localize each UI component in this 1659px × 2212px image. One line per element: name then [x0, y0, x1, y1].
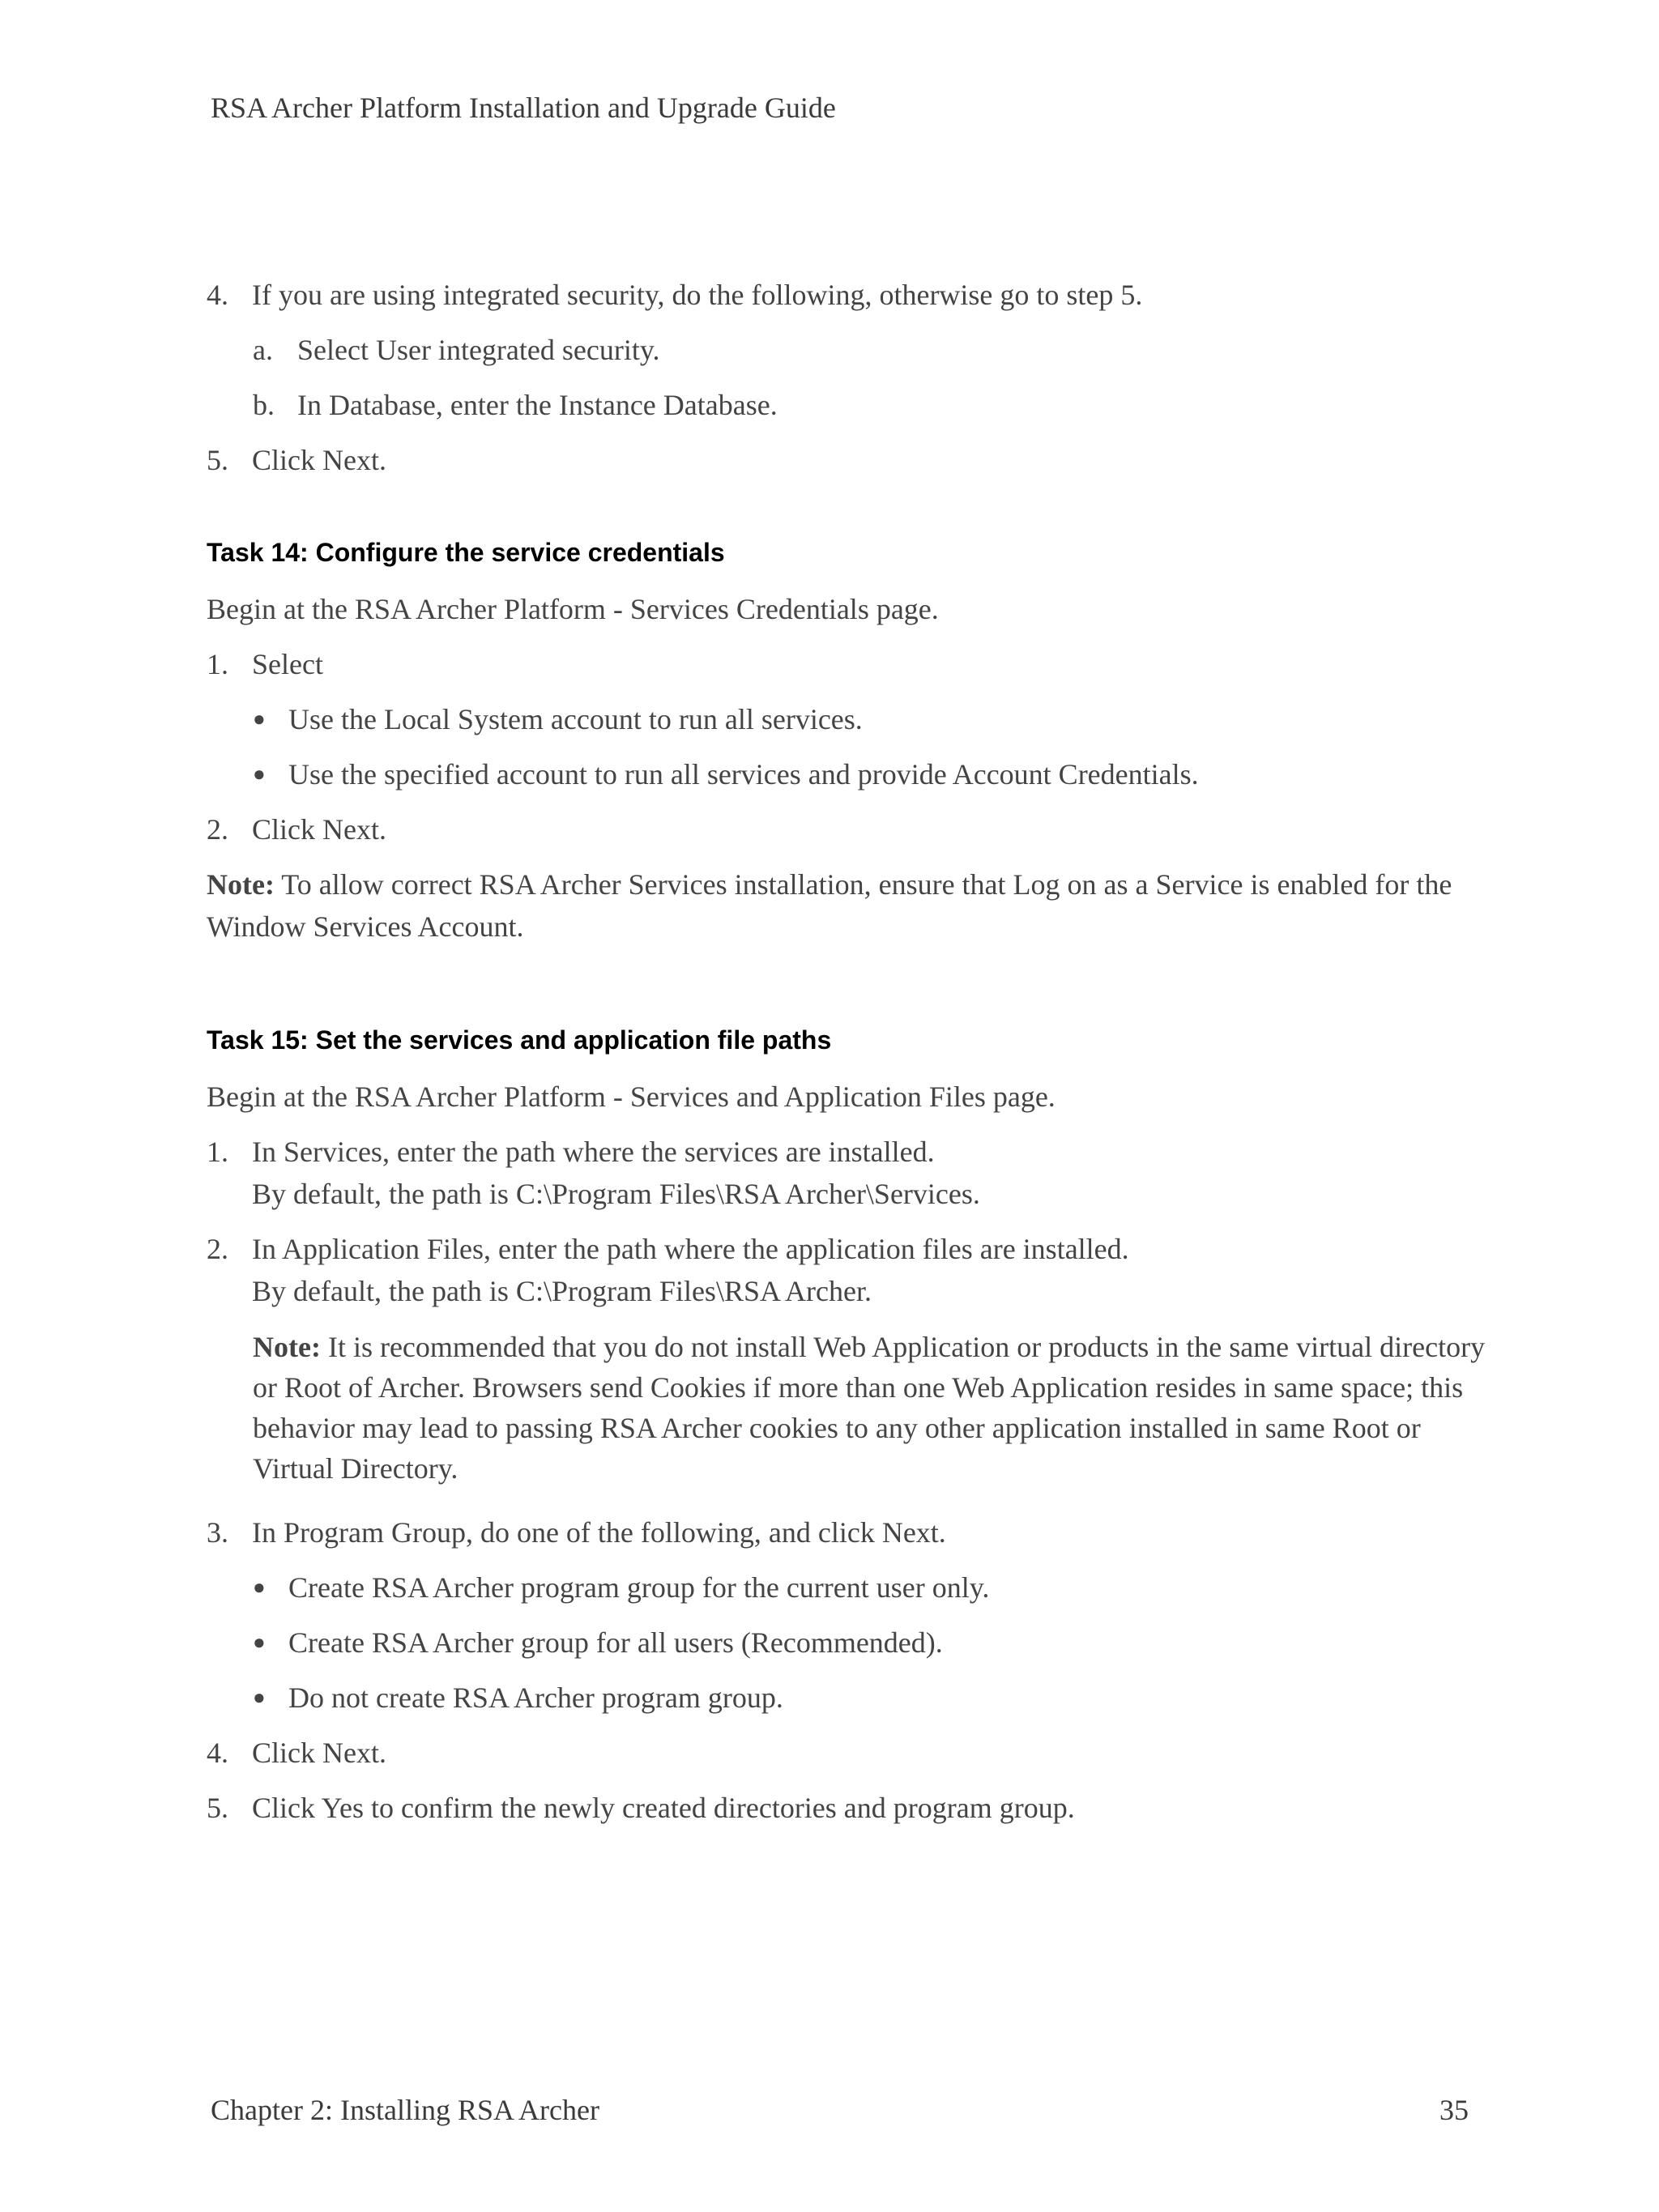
- note-text: It is recommended that you do not install Web Application or products in the same virtual directory or Root of Archer. Browsers send Cookies if more than one Web Application resides in same space; this behavior may lead to passing RSA Archer cookies to any other application installed in same Root or Virtual Directory.: [253, 1331, 1486, 1485]
- bullet-text: Use the specified account to run all services and provide Account Credentials.: [288, 758, 1199, 791]
- step-number: 3.: [207, 1516, 228, 1549]
- step-number: 5.: [207, 444, 228, 476]
- substep-text: Select User integrated security.: [297, 334, 660, 366]
- step-detail: By default, the path is C:\Program Files\RSA Archer\Services.: [252, 1178, 980, 1210]
- task-14-step-1: [207, 643, 1503, 685]
- substep-letter: b.: [253, 389, 275, 421]
- note-label: Note:: [253, 1331, 321, 1363]
- running-footer: [211, 2093, 1469, 2127]
- task-14-bullet: [253, 698, 1503, 740]
- bullet-text: Use the Local System account to run all services.: [288, 703, 863, 735]
- task-15-bullet: [253, 1677, 1503, 1719]
- step-number: 2.: [207, 1233, 228, 1265]
- page-number: 35: [1439, 2094, 1469, 2126]
- task-14-heading: Task 14: Configure the service credentials: [207, 538, 725, 567]
- step-number: 4.: [207, 1737, 228, 1769]
- step-5: [207, 439, 1503, 481]
- substep-text: In Database, enter the Instance Database.: [297, 389, 778, 421]
- bullet-dot-icon: ●: [253, 1630, 266, 1654]
- step-text: If you are using integrated security, do the following, otherwise go to step 5.: [252, 279, 1143, 311]
- task-14-note: [207, 863, 1503, 948]
- bullet-text: Do not create RSA Archer program group.: [288, 1681, 783, 1714]
- step-detail: By default, the path is C:\Program Files\RSA Archer.: [252, 1275, 872, 1307]
- step-4: [207, 274, 1503, 316]
- step-number: 1.: [207, 1136, 228, 1168]
- step-text: Click Next.: [252, 813, 386, 846]
- task-15-step-1: [207, 1131, 1503, 1215]
- step-number: 5.: [207, 1792, 228, 1824]
- task-15-step-5: [207, 1787, 1503, 1829]
- bullet-text: Create RSA Archer group for all users (Recommended).: [288, 1626, 943, 1659]
- task-14-bullet: [253, 753, 1503, 795]
- note-text: To allow correct RSA Archer Services installation, ensure that Log on as a Service is enabled for the Window Services Account.: [207, 868, 1452, 943]
- bullet-text: Create RSA Archer program group for the current user only.: [288, 1571, 990, 1604]
- task-15-step-4: [207, 1732, 1503, 1774]
- step-number: 4.: [207, 279, 228, 311]
- substep-a: [253, 329, 1503, 371]
- note-label: Note:: [207, 868, 275, 901]
- bullet-dot-icon: ●: [253, 1575, 266, 1599]
- task-15-heading: Task 15: Set the services and application file paths: [207, 1025, 832, 1055]
- step-number: 1.: [207, 648, 228, 680]
- task-15-bullet: [253, 1622, 1503, 1664]
- step-text: Click Next.: [252, 1737, 386, 1769]
- footer-chapter: Chapter 2: Installing RSA Archer: [211, 2094, 599, 2126]
- task-15-step-3: [207, 1511, 1503, 1554]
- page-content: [207, 274, 1503, 1842]
- bullet-dot-icon: ●: [253, 1686, 266, 1709]
- substep-letter: a.: [253, 334, 273, 366]
- step-text: Select: [252, 648, 323, 680]
- step-text: Click Yes to confirm the newly created directories and program group.: [252, 1792, 1075, 1824]
- bullet-dot-icon: ●: [253, 762, 266, 786]
- task-14-step-2: [207, 808, 1503, 850]
- bullet-dot-icon: ●: [253, 707, 266, 731]
- step-text: Click Next.: [252, 444, 386, 476]
- task-15-note: [253, 1327, 1503, 1489]
- step-text: In Application Files, enter the path where the application files are installed.: [252, 1233, 1129, 1265]
- substep-b: [253, 384, 1503, 426]
- task-15-intro: Begin at the RSA Archer Platform - Services and Application Files page.: [207, 1080, 1056, 1113]
- task-15-bullet: [253, 1566, 1503, 1609]
- step-text: In Program Group, do one of the following, and click Next.: [252, 1516, 946, 1549]
- task-15-step-2: [207, 1228, 1503, 1312]
- task-14-intro: Begin at the RSA Archer Platform - Services Credentials page.: [207, 593, 939, 625]
- running-header: RSA Archer Platform Installation and Upgrade Guide: [211, 92, 836, 124]
- step-number: 2.: [207, 813, 228, 846]
- step-text: In Services, enter the path where the services are installed.: [252, 1136, 935, 1168]
